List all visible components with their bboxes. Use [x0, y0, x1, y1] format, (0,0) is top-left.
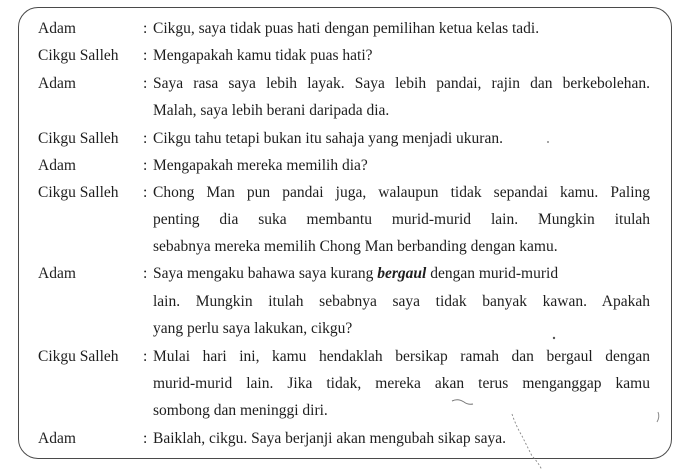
dialogue-line: Saya rasa saya lebih layak. Saya lebih pandai, rajin dan berkebolehan.: [153, 75, 650, 92]
dialogue-line: Mulai hari ini, kamu hendaklah bersikap ramah dan bergaul dengan: [153, 348, 650, 365]
dialogue-line: sombong dan meninggi diri.: [153, 402, 328, 419]
speaker-name: Cikgu Salleh: [38, 130, 119, 147]
dialogue-text: Saya mengaku bahawa saya kurang: [153, 265, 374, 282]
colon: :: [143, 20, 148, 37]
colon: :: [143, 430, 148, 447]
speaker-name: Cikgu Salleh: [38, 47, 119, 64]
speaker-name: Adam: [38, 75, 76, 92]
dialogue-line: Baiklah, cikgu. Saya berjanji akan mengubah sikap saya.: [153, 430, 506, 447]
speaker-name: Adam: [38, 430, 76, 447]
dialogue-line: sebabnya mereka memilih Chong Man berbanding dengan kamu.: [153, 238, 558, 255]
speaker-name: Cikgu Salleh: [38, 348, 119, 365]
colon: :: [143, 348, 148, 365]
dialogue-line: Mengapakah mereka memilih dia?: [153, 157, 368, 174]
dialogue-line: Cikgu tahu tetapi bukan itu sahaja yang menjadi ukuran.: [153, 130, 503, 147]
dialogue-line: murid-murid lain. Jika tidak, mereka akan terus menganggap kamu: [153, 375, 650, 392]
dialogue-line: penting dia suka membantu murid-murid lain. Mungkin itulah: [153, 211, 650, 228]
colon: :: [143, 184, 148, 201]
speaker-name: Adam: [38, 265, 76, 282]
speaker-name: Cikgu Salleh: [38, 184, 119, 201]
dialogue-line: Chong Man pun pandai juga, walaupun tidak sepandai kamu. Paling: [153, 184, 650, 201]
dialogue-line: yang perlu saya lakukan, cikgu?: [153, 320, 353, 337]
colon: :: [143, 130, 148, 147]
speaker-name: Adam: [38, 20, 76, 37]
dialogue-text: dengan murid-murid: [430, 265, 559, 282]
colon: :: [143, 157, 148, 174]
colon: :: [143, 47, 148, 64]
dialogue-line: Cikgu, saya tidak puas hati dengan pemilihan ketua kelas tadi.: [153, 20, 540, 37]
speaker-name: Adam: [38, 157, 76, 174]
colon: :: [143, 75, 148, 92]
dialogue-line: lain. Mungkin itulah sebabnya saya tidak banyak kawan. Apakah: [153, 293, 650, 310]
emphasis-word: bergaul: [377, 265, 427, 282]
colon: :: [143, 265, 148, 282]
dialogue-line: Malah, saya lebih berani daripada dia.: [153, 102, 390, 119]
dialogue-line: Mengapakah kamu tidak puas hati?: [153, 47, 373, 64]
